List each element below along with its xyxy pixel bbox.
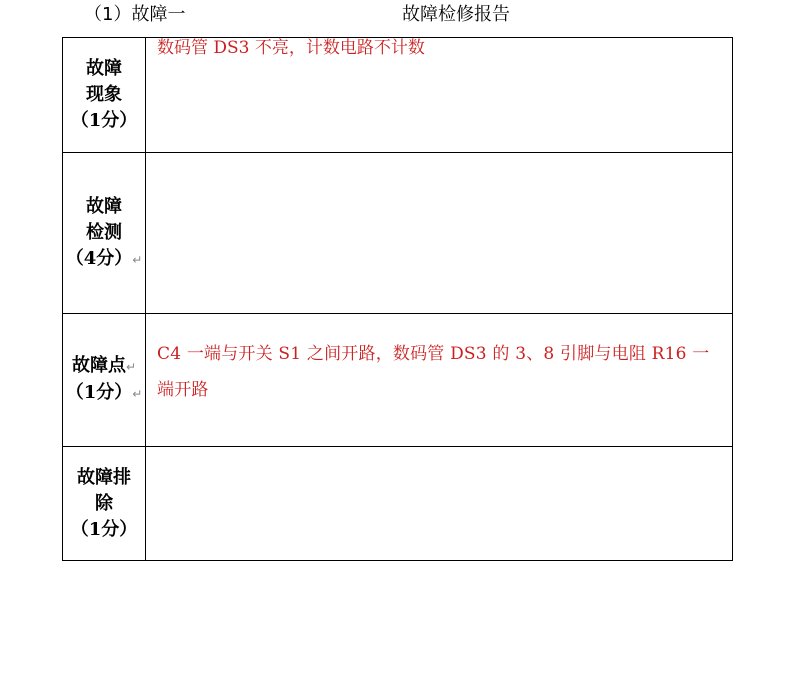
paragraph-mark: ↵ (132, 252, 143, 267)
label-line: （1分） (70, 110, 138, 131)
fault-point-text: C4 一端与开关 S1 之间开路，数码管 DS3 的 3、8 引脚与电阻 R16 一端开路 (157, 344, 710, 400)
label-line: 故障 (86, 195, 122, 217)
report-title: 故障检修报告 (402, 4, 510, 25)
table-row (63, 314, 733, 447)
row-label-troubleshooting (63, 447, 146, 561)
row-content-fault-point[interactable] (146, 314, 733, 447)
label-line: 故障排 (77, 466, 131, 488)
section-label: （1）故障一 (84, 4, 186, 25)
label-line (63, 353, 145, 380)
label-line: 故障 (86, 58, 122, 79)
row-content-symptom[interactable] (146, 38, 733, 153)
label-line: 除 (95, 492, 113, 514)
row-label-fault-point (63, 314, 146, 447)
label-line: 检测 (86, 221, 122, 243)
paragraph-mark: ↵ (125, 360, 137, 374)
label-line: 现象 (86, 84, 122, 105)
row-content-detection[interactable] (146, 153, 733, 314)
label-line-text: （4分） (65, 247, 133, 269)
label-line (63, 246, 145, 273)
fault-report-table (62, 37, 733, 561)
symptom-text: 数码管 DS3 不亮，计数电路不计数 (157, 38, 425, 58)
row-content-troubleshooting[interactable] (146, 447, 733, 561)
row-label-symptom (63, 38, 146, 153)
paragraph-mark: ↵ (132, 387, 143, 401)
table-row (63, 38, 733, 153)
label-line-text: 故障点 (71, 355, 126, 376)
label-line-text: （1分） (65, 382, 133, 403)
label-line (63, 380, 145, 407)
row-label-detection (63, 153, 146, 314)
table-row (63, 153, 733, 314)
label-line: （1分） (70, 518, 138, 540)
table-row (63, 447, 733, 561)
